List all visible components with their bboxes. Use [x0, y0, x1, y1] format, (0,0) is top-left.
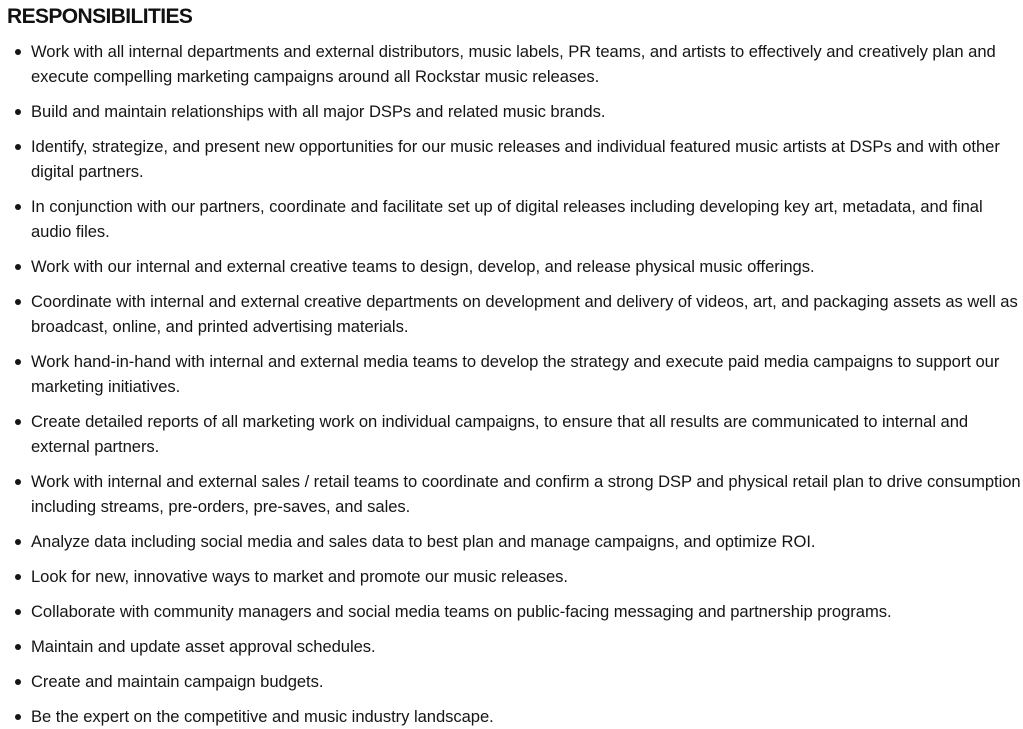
section-heading: RESPONSIBILITIES	[7, 5, 193, 28]
list-item-text: Collaborate with community managers and social media teams on public-facing messaging and partnership programs.	[31, 602, 892, 621]
list-item-text: Work with our internal and external creative teams to design, develop, and release physical music offerings.	[31, 257, 815, 276]
list-item	[7, 99, 1023, 124]
list-item	[7, 564, 1023, 589]
bullet-icon	[15, 419, 21, 425]
list-item	[7, 349, 1023, 399]
bullet-icon	[15, 359, 21, 365]
list-item	[7, 409, 1023, 459]
list-item-text: Coordinate with internal and external creative departments on development and delivery of videos, art, and packaging assets as well as broadcast, online, and printed advertising materials.	[31, 292, 1018, 336]
list-item-text: Analyze data including social media and sales data to best plan and manage campaigns, and optimize ROI.	[31, 532, 816, 551]
list-item	[7, 634, 1023, 659]
list-item	[7, 134, 1023, 184]
list-item	[7, 599, 1023, 624]
bullet-icon	[15, 299, 21, 305]
list-item	[7, 469, 1023, 519]
list-item	[7, 289, 1023, 339]
bullet-icon	[15, 479, 21, 485]
list-item	[7, 529, 1023, 554]
bullet-icon	[15, 539, 21, 545]
list-item-text: Identify, strategize, and present new opportunities for our music releases and individual featured music artists at DSPs and with other digital partners.	[31, 137, 1000, 181]
list-item-text: Work hand-in-hand with internal and external media teams to develop the strategy and execute paid media campaigns to support our marketing initiatives.	[31, 352, 1000, 396]
bullet-icon	[15, 714, 21, 720]
list-item	[7, 254, 1023, 279]
list-item-text: Work with all internal departments and external distributors, music labels, PR teams, and artists to effectively and creatively plan and execute compelling marketing campaigns around all Rockstar music releases.	[31, 42, 996, 86]
list-item	[7, 704, 1023, 729]
list-item-text: Create and maintain campaign budgets.	[31, 672, 324, 691]
list-item	[7, 39, 1023, 89]
bullet-icon	[15, 644, 21, 650]
list-item-text: Be the expert on the competitive and music industry landscape.	[31, 707, 494, 726]
bullet-icon	[15, 144, 21, 150]
list-item-text: Build and maintain relationships with all major DSPs and related music brands.	[31, 102, 606, 121]
list-item-text: Work with internal and external sales / retail teams to coordinate and confirm a strong DSP and physical retail plan to drive consumption including streams, pre-orders, pre-saves, and sales.	[31, 472, 1021, 516]
responsibilities-list	[7, 39, 1023, 729]
bullet-icon	[15, 609, 21, 615]
bullet-icon	[15, 679, 21, 685]
list-item-text: Look for new, innovative ways to market and promote our music releases.	[31, 567, 568, 586]
bullet-icon	[15, 204, 21, 210]
bullet-icon	[15, 109, 21, 115]
bullet-icon	[15, 49, 21, 55]
bullet-icon	[15, 264, 21, 270]
list-item-text: Maintain and update asset approval schedules.	[31, 637, 376, 656]
list-item	[7, 669, 1023, 694]
bullet-icon	[15, 574, 21, 580]
list-item-text: Create detailed reports of all marketing work on individual campaigns, to ensure that all results are communicated to internal and external partners.	[31, 412, 969, 456]
list-item	[7, 194, 1023, 244]
list-item-text: In conjunction with our partners, coordinate and facilitate set up of digital releases including developing key art, metadata, and final audio files.	[31, 197, 983, 241]
